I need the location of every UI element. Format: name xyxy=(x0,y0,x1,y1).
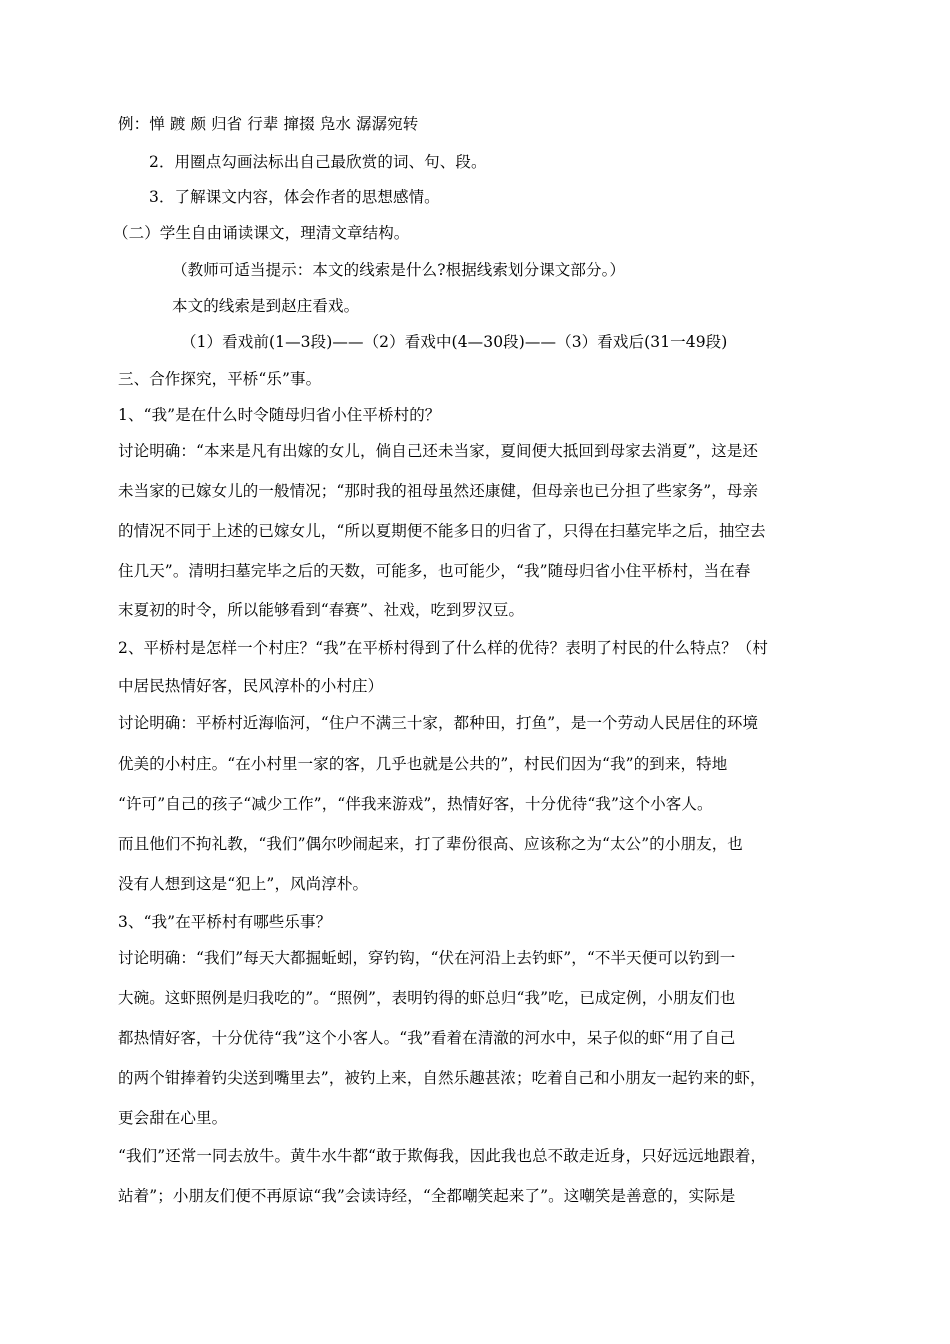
discussion-3-line-1: 讨论明确：“我们”每天大都掘蚯蚓，穿钓钩，“伏在河沿上去钓虾”，“不半天便可以钓到一 xyxy=(118,949,736,967)
task-3-line: 3．了解课文内容，体会作者的思想感情。 xyxy=(149,188,440,206)
discussion-2-line-5: 没有人想到这是“犯上”，风尚淳朴。 xyxy=(118,875,369,893)
paragraph-cattle-line-2: 站着”；小朋友们便不再原谅“我”会读诗经，“全都嘲笑起来了”。这嘲笑是善意的，实际是 xyxy=(118,1187,736,1205)
discussion-2-line-3: “许可”自己的孩子“减少工作”，“伴我来游戏”，热情好客，十分优待“我”这个小客人。 xyxy=(118,795,713,813)
discussion-1-line-1: 讨论明确：“本来是凡有出嫁的女儿，倘自己还未当家，夏间便大抵回到母家去消夏”，这是还 xyxy=(118,442,759,460)
discussion-2-line-1: 讨论明确：平桥村近海临河，“住户不满三十家，都种田，打鱼”，是一个劳动人民居住的环境 xyxy=(118,714,759,732)
discussion-2-line-4: 而且他们不拘礼教，“我们”偶尔吵闹起来，打了辈份很高、应该称之为“太公”的小朋友，也 xyxy=(118,835,743,853)
question-2-line-1: 2、平桥村是怎样一个村庄？“我”在平桥村得到了什么样的优待？表明了村民的什么特点？（村 xyxy=(118,639,769,657)
thread-statement-line: 本文的线索是到赵庄看戏。 xyxy=(172,297,360,315)
discussion-1-line-5: 末夏初的时令，所以能够看到“春赛”、社戏，吃到罗汉豆。 xyxy=(118,601,525,619)
teacher-hint-line: （教师可适当提示：本文的线索是什么?根据线索划分课文部分。） xyxy=(172,261,626,279)
discussion-3-line-5: 更会甜在心里。 xyxy=(118,1109,228,1127)
paragraph-cattle-line-1: “我们”还常一同去放牛。黄牛水牛都“敢于欺侮我，因此我也总不敢走近身，只好远远地跟着， xyxy=(118,1147,767,1165)
discussion-3-line-3: 都热情好客，十分优待“我”这个小客人。“我”看着在清澈的河水中，呆子似的虾“用了自己 xyxy=(118,1029,736,1047)
structure-division-line: （1）看戏前(1—3段)——（2）看戏中(4—30段)——（3）看戏后(31一49段) xyxy=(181,333,728,351)
question-2-line-2: 中居民热情好客，民风淳朴的小村庄） xyxy=(118,677,384,695)
task-2-line: 2．用圈点勾画法标出自己最欣赏的词、句、段。 xyxy=(149,153,487,171)
question-1: 1、“我”是在什么时令随母归省小住平桥村的？ xyxy=(118,406,441,424)
example-vocabulary-line: 例：惮 踱 颇 归省 行辈 撺掇 凫水 潺潺宛转 xyxy=(118,115,419,133)
section-2-heading: （二）学生自由诵读课文，理清文章结构。 xyxy=(113,224,410,242)
discussion-1-line-2: 未当家的已嫁女儿的一般情况；“那时我的祖母虽然还康健，但母亲也已分担了些家务”，母亲 xyxy=(118,482,759,500)
question-3: 3、“我”在平桥村有哪些乐事？ xyxy=(118,913,332,931)
discussion-1-line-3: 的情况不同于上述的已嫁女儿，“所以夏期便不能多日的归省了，只得在扫墓完毕之后，抽空去 xyxy=(118,522,766,540)
discussion-2-line-2: 优美的小村庄。“在小村里一家的客，几乎也就是公共的”，村民们因为“我”的到来，特地 xyxy=(118,755,728,773)
discussion-3-line-4: 的两个钳捧着钓尖送到嘴里去”，被钓上来，自然乐趣甚浓；吃着自己和小朋友一起钓来的虾， xyxy=(118,1069,766,1087)
discussion-1-line-4: 住几天”。清明扫墓完毕之后的天数，可能多，也可能少，“我”随母归省小住平桥村，当在春 xyxy=(118,562,751,580)
section-3-heading: 三、合作探究，平桥“乐”事。 xyxy=(118,370,322,388)
discussion-3-line-2: 大碗。这虾照例是归我吃的”。“照例”，表明钓得的虾总归“我”吃，已成定例，小朋友们也 xyxy=(118,989,736,1007)
